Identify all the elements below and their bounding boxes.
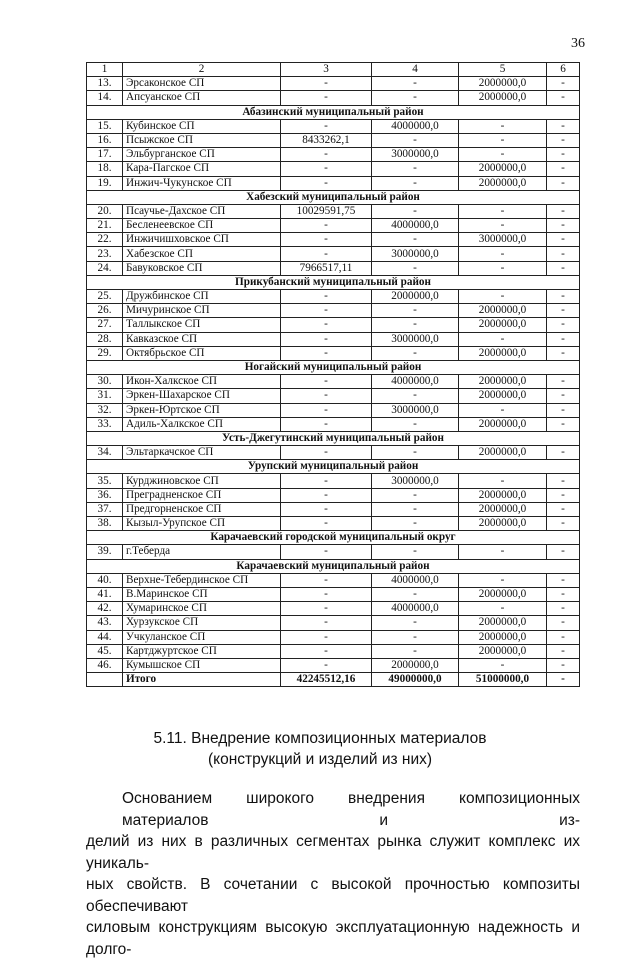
row-number: 13. [87, 77, 123, 91]
value-col4: - [372, 176, 459, 190]
value-col3: - [281, 91, 372, 105]
settlement-name: Курджиновское СП [123, 474, 281, 488]
row-number: 44. [87, 630, 123, 644]
value-col6: - [547, 204, 580, 218]
row-number: 19. [87, 176, 123, 190]
value-col5: - [459, 261, 547, 275]
value-col4: - [372, 502, 459, 516]
value-col5: 2000000,0 [459, 162, 547, 176]
value-col3: - [281, 148, 372, 162]
value-col4: 3000000,0 [372, 474, 459, 488]
settlement-name: г.Теберда [123, 545, 281, 559]
value-col3: 8433262,1 [281, 133, 372, 147]
row-number: 23. [87, 247, 123, 261]
row-number: 37. [87, 502, 123, 516]
table-row [87, 91, 580, 105]
value-col3: - [281, 616, 372, 630]
table-row [87, 644, 580, 658]
table-row [87, 488, 580, 502]
row-number: 25. [87, 290, 123, 304]
settlement-name: Учкуланское СП [123, 630, 281, 644]
value-col5: 2000000,0 [459, 318, 547, 332]
value-col6: - [547, 417, 580, 431]
settlement-name: Эркен-Шахарское СП [123, 389, 281, 403]
table-row [87, 148, 580, 162]
value-col4: - [372, 162, 459, 176]
value-col3: - [281, 602, 372, 616]
value-col6: - [547, 602, 580, 616]
value-col6: - [547, 290, 580, 304]
value-col3: - [281, 474, 372, 488]
value-col4: - [372, 304, 459, 318]
row-number: 36. [87, 488, 123, 502]
value-col3: - [281, 587, 372, 601]
value-col4: 2000000,0 [372, 290, 459, 304]
value-col5: 2000000,0 [459, 488, 547, 502]
table-row [87, 446, 580, 460]
value-col6: - [547, 403, 580, 417]
value-col4: - [372, 587, 459, 601]
district-title: Карачаевский муниципальный район [87, 559, 580, 573]
table-header-row [87, 63, 580, 77]
settlement-name: Верхне-Тебердинское СП [123, 573, 281, 587]
value-col3: - [281, 644, 372, 658]
row-number: 40. [87, 573, 123, 587]
value-col5: 2000000,0 [459, 91, 547, 105]
settlement-name: В.Маринское СП [123, 587, 281, 601]
row-number: 42. [87, 602, 123, 616]
settlement-name: Икон-Халкское СП [123, 375, 281, 389]
settlement-name: Псыжское СП [123, 133, 281, 147]
value-col3: - [281, 417, 372, 431]
row-number: 14. [87, 91, 123, 105]
district-section-row [87, 559, 580, 573]
table-row [87, 474, 580, 488]
value-col5: 2000000,0 [459, 375, 547, 389]
settlement-name: Кубинское СП [123, 119, 281, 133]
table-row [87, 176, 580, 190]
value-col4: - [372, 644, 459, 658]
row-number: 30. [87, 375, 123, 389]
value-col4: 4000000,0 [372, 119, 459, 133]
settlement-name: Кавказское СП [123, 332, 281, 346]
row-number: 18. [87, 162, 123, 176]
table-row [87, 304, 580, 318]
table-row [87, 346, 580, 360]
district-section-row [87, 275, 580, 289]
table-row [87, 403, 580, 417]
value-col4: 4000000,0 [372, 219, 459, 233]
table-row [87, 602, 580, 616]
value-col6: - [547, 616, 580, 630]
district-section-row [87, 531, 580, 545]
value-col3: - [281, 290, 372, 304]
value-col3: - [281, 304, 372, 318]
value-col6: - [547, 162, 580, 176]
row-number: 33. [87, 417, 123, 431]
value-col3: - [281, 446, 372, 460]
column-header: 6 [547, 63, 580, 77]
row-number: 27. [87, 318, 123, 332]
value-col6: - [547, 332, 580, 346]
value-col6: - [547, 389, 580, 403]
value-col3: - [281, 517, 372, 531]
value-col6: - [547, 446, 580, 460]
row-number: 26. [87, 304, 123, 318]
row-number: 32. [87, 403, 123, 417]
value-col6: - [547, 233, 580, 247]
value-col5: - [459, 219, 547, 233]
value-col3: - [281, 389, 372, 403]
value-col5: 2000000,0 [459, 346, 547, 360]
settlement-name: Хумаринское СП [123, 602, 281, 616]
value-col3: - [281, 375, 372, 389]
district-title: Карачаевский городской муниципальный округ [87, 531, 580, 545]
value-col4: - [372, 488, 459, 502]
value-col4: - [372, 446, 459, 460]
settlement-name: Картджуртское СП [123, 644, 281, 658]
district-title: Ногайский муниципальный район [87, 360, 580, 374]
section-heading-line2: (конструкций и изделий из них) [207, 751, 433, 768]
value-col3: - [281, 247, 372, 261]
value-col3: - [281, 573, 372, 587]
value-col5: 2000000,0 [459, 616, 547, 630]
row-number: 45. [87, 644, 123, 658]
value-col5: - [459, 204, 547, 218]
value-col5: 2000000,0 [459, 502, 547, 516]
settlement-name: Мичуринское СП [123, 304, 281, 318]
table-row [87, 502, 580, 516]
value-col6: - [547, 304, 580, 318]
settlement-name: Дружбинское СП [123, 290, 281, 304]
value-col6: - [547, 318, 580, 332]
value-col4: - [372, 630, 459, 644]
value-col5: - [459, 247, 547, 261]
table-row [87, 247, 580, 261]
value-col4: 3000000,0 [372, 148, 459, 162]
value-col5: - [459, 573, 547, 587]
settlement-name: Эльтаркачское СП [123, 446, 281, 460]
value-col4: - [372, 233, 459, 247]
settlement-name: Апсуанское СП [123, 91, 281, 105]
body-paragraph [86, 788, 580, 960]
value-col3: - [281, 119, 372, 133]
row-number: 39. [87, 545, 123, 559]
row-number: 15. [87, 119, 123, 133]
value-col5: - [459, 403, 547, 417]
value-col5: 2000000,0 [459, 389, 547, 403]
value-col4: - [372, 545, 459, 559]
row-number: 38. [87, 517, 123, 531]
settlement-name: Эрсаконское СП [123, 77, 281, 91]
value-col5: - [459, 545, 547, 559]
row-number: 43. [87, 616, 123, 630]
settlement-name: Таллыкское СП [123, 318, 281, 332]
table-row [87, 204, 580, 218]
value-col6: - [547, 261, 580, 275]
value-col6: - [547, 658, 580, 672]
row-number: 34. [87, 446, 123, 460]
value-col4: - [372, 204, 459, 218]
value-col5: 2000000,0 [459, 517, 547, 531]
column-header: 1 [87, 63, 123, 77]
district-title: Усть-Джегутинский муниципальный район [87, 431, 580, 445]
value-col6: - [547, 474, 580, 488]
row-number: 17. [87, 148, 123, 162]
row-number: 16. [87, 133, 123, 147]
paragraph-line: ных свойств. В сочетании с высокой прочностью композиты обеспечивают [86, 876, 580, 915]
value-col4: 2000000,0 [372, 658, 459, 672]
value-col5: - [459, 474, 547, 488]
value-col4: 4000000,0 [372, 602, 459, 616]
paragraph-line: силовым конструкциям высокую эксплуатационную надежность и долго- [86, 919, 580, 958]
settlement-name: Кара-Пагское СП [123, 162, 281, 176]
settlement-name: Инжич-Чукунское СП [123, 176, 281, 190]
value-col4: - [372, 91, 459, 105]
value-col6: - [547, 630, 580, 644]
settlement-name: Предгорненское СП [123, 502, 281, 516]
value-col5: 2000000,0 [459, 77, 547, 91]
value-col3: - [281, 332, 372, 346]
district-title: Абазинский муниципальный район [87, 105, 580, 119]
table-row [87, 417, 580, 431]
value-col5: 2000000,0 [459, 417, 547, 431]
section-heading-line1: 5.11. Внедрение композиционных материалов [153, 730, 487, 747]
column-header: 2 [123, 63, 281, 77]
value-col6: - [547, 91, 580, 105]
value-col4: 4000000,0 [372, 573, 459, 587]
row-number: 31. [87, 389, 123, 403]
value-col5: 2000000,0 [459, 644, 547, 658]
district-section-row [87, 105, 580, 119]
settlement-name: Инжичишховское СП [123, 233, 281, 247]
value-col6: - [547, 148, 580, 162]
table-row [87, 587, 580, 601]
settlement-name: Кумышское СП [123, 658, 281, 672]
value-col5: - [459, 602, 547, 616]
value-col6: - [547, 77, 580, 91]
value-col5: 2000000,0 [459, 446, 547, 460]
district-section-row [87, 431, 580, 445]
table-row [87, 658, 580, 672]
value-col6: - [547, 119, 580, 133]
value-col5: 2000000,0 [459, 587, 547, 601]
value-col6: - [547, 133, 580, 147]
value-col6: - [547, 644, 580, 658]
value-col4: - [372, 318, 459, 332]
settlement-name: Бавуковское СП [123, 261, 281, 275]
value-col6: - [547, 545, 580, 559]
row-number: 24. [87, 261, 123, 275]
value-col3: 10029591,75 [281, 204, 372, 218]
value-col6: - [547, 375, 580, 389]
value-col5: - [459, 290, 547, 304]
district-title: Прикубанский муниципальный район [87, 275, 580, 289]
paragraph-line: Основанием широкого внедрения композиционных материалов и из- [122, 790, 580, 829]
table-row [87, 573, 580, 587]
value-col6: - [547, 488, 580, 502]
settlement-name: Эльбурганское СП [123, 148, 281, 162]
table-row [87, 219, 580, 233]
district-section-row [87, 360, 580, 374]
value-col4: - [372, 133, 459, 147]
value-col3: - [281, 403, 372, 417]
value-col3: - [281, 630, 372, 644]
value-col6: - [547, 502, 580, 516]
value-col5: 2000000,0 [459, 304, 547, 318]
settlement-name: Бесленеевское СП [123, 219, 281, 233]
value-col3: - [281, 233, 372, 247]
district-title: Урупский муниципальный район [87, 460, 580, 474]
value-col3: - [281, 77, 372, 91]
value-col3: - [281, 162, 372, 176]
row-number: 20. [87, 204, 123, 218]
value-col6: - [547, 219, 580, 233]
value-col3: - [281, 219, 372, 233]
value-col6: - [547, 176, 580, 190]
table-row [87, 290, 580, 304]
table-row [87, 162, 580, 176]
value-col4: 3000000,0 [372, 247, 459, 261]
column-header: 4 [372, 63, 459, 77]
table-row [87, 616, 580, 630]
settlement-name: Эркен-Юртское СП [123, 403, 281, 417]
table-row [87, 389, 580, 403]
value-col4: - [372, 346, 459, 360]
table-row [87, 517, 580, 531]
row-number: 41. [87, 587, 123, 601]
table-row [87, 119, 580, 133]
district-title: Хабезский муниципальный район [87, 190, 580, 204]
page-number: 36 [571, 36, 585, 51]
funding-table [86, 62, 580, 687]
row-number: 29. [87, 346, 123, 360]
table-row [87, 545, 580, 559]
value-col5: 51000000,0 [459, 673, 547, 687]
table-row [87, 133, 580, 147]
value-col4: - [372, 261, 459, 275]
table-row [87, 261, 580, 275]
district-section-row [87, 190, 580, 204]
value-col3: - [281, 488, 372, 502]
value-col4: - [372, 77, 459, 91]
value-col4: 4000000,0 [372, 375, 459, 389]
value-col3: - [281, 658, 372, 672]
settlement-name: Преградненское СП [123, 488, 281, 502]
value-col4: - [372, 517, 459, 531]
value-col5: - [459, 119, 547, 133]
value-col5: 2000000,0 [459, 176, 547, 190]
settlement-name: Хурзукское СП [123, 616, 281, 630]
settlement-name: Хабезское СП [123, 247, 281, 261]
paragraph-line: делий из них в различных сегментах рынка служит комплекс их уникаль- [86, 833, 580, 872]
value-col6: - [547, 517, 580, 531]
value-col3: - [281, 545, 372, 559]
value-col3: - [281, 502, 372, 516]
settlement-name: Адиль-Халкское СП [123, 417, 281, 431]
settlement-name: Псаучье-Дахское СП [123, 204, 281, 218]
settlement-name: Кызыл-Урупское СП [123, 517, 281, 531]
column-header: 3 [281, 63, 372, 77]
settlement-name: Октябрьское СП [123, 346, 281, 360]
row-number [87, 673, 123, 687]
row-number: 22. [87, 233, 123, 247]
value-col6: - [547, 673, 580, 687]
settlement-name: Итого [123, 673, 281, 687]
value-col5: - [459, 658, 547, 672]
table-row [87, 332, 580, 346]
value-col4: 3000000,0 [372, 403, 459, 417]
value-col5: - [459, 148, 547, 162]
value-col4: - [372, 417, 459, 431]
value-col6: - [547, 573, 580, 587]
value-col4: - [372, 389, 459, 403]
value-col4: 49000000,0 [372, 673, 459, 687]
row-number: 46. [87, 658, 123, 672]
value-col4: 3000000,0 [372, 332, 459, 346]
value-col3: 7966517,11 [281, 261, 372, 275]
value-col6: - [547, 587, 580, 601]
value-col5: - [459, 133, 547, 147]
column-header: 5 [459, 63, 547, 77]
value-col5: 3000000,0 [459, 233, 547, 247]
row-number: 21. [87, 219, 123, 233]
table-row [87, 318, 580, 332]
value-col5: - [459, 332, 547, 346]
value-col3: - [281, 318, 372, 332]
row-number: 35. [87, 474, 123, 488]
value-col3: 42245512,16 [281, 673, 372, 687]
value-col3: - [281, 346, 372, 360]
value-col5: 2000000,0 [459, 630, 547, 644]
value-col6: - [547, 247, 580, 261]
row-number: 28. [87, 332, 123, 346]
value-col4: - [372, 616, 459, 630]
table-row [87, 630, 580, 644]
value-col3: - [281, 176, 372, 190]
district-section-row [87, 460, 580, 474]
table-row [87, 233, 580, 247]
value-col6: - [547, 346, 580, 360]
total-row [87, 673, 580, 687]
table-row [87, 375, 580, 389]
table-row [87, 77, 580, 91]
